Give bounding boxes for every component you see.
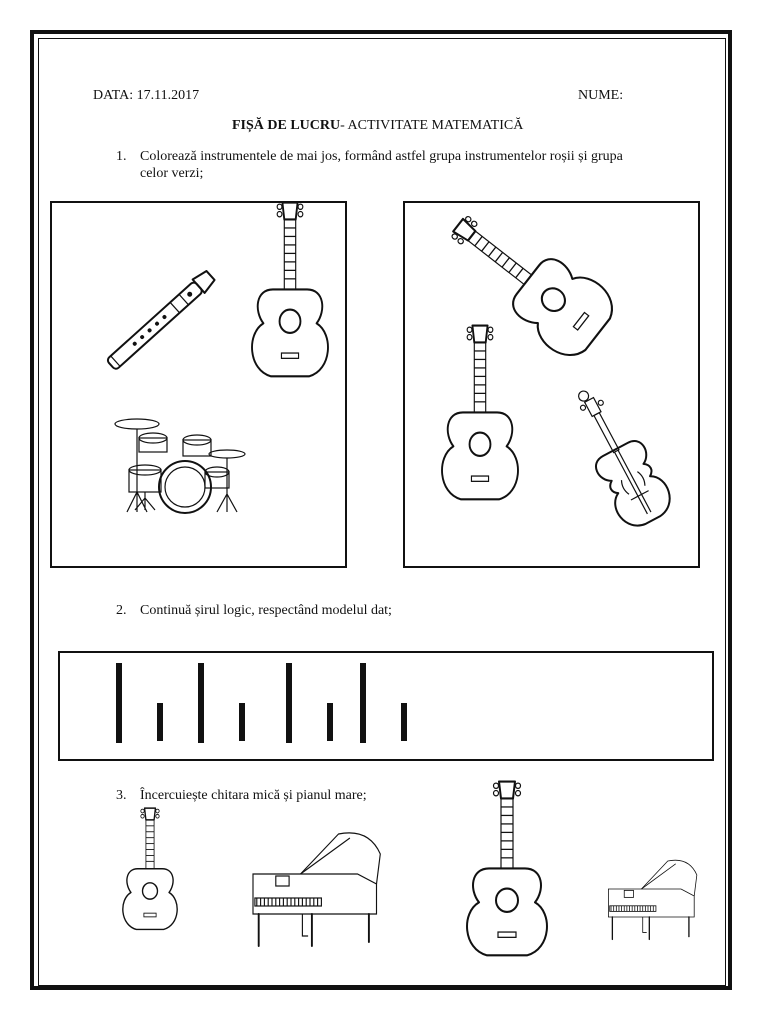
- sequence-long-bar: [116, 663, 122, 743]
- date-label: DATA: 17.11.2017: [93, 88, 200, 103]
- sequence-short-bar: [327, 703, 333, 741]
- task-1-number: 1.: [116, 149, 127, 164]
- violin-icon[interactable]: [565, 380, 680, 535]
- worksheet-title: [232, 117, 523, 135]
- sequence-long-bar: [360, 663, 366, 743]
- piano-small-icon[interactable]: [600, 852, 700, 944]
- sequence-short-bar: [157, 703, 163, 741]
- guitar-large-icon[interactable]: [460, 782, 554, 982]
- task-1-text-line1: Colorează instrumentele de mai jos, formând astfel grupa instrumentelor roșii și grupa: [140, 149, 623, 164]
- sequence-short-bar: [401, 703, 407, 741]
- task-2-number: 2.: [116, 603, 127, 618]
- sequence-long-bar: [286, 663, 292, 743]
- sequence-short-bar: [239, 703, 245, 741]
- guitar-icon[interactable]: [248, 205, 332, 405]
- guitar-small-icon[interactable]: [118, 808, 182, 948]
- worksheet-title-bold: FIȘĂ DE LUCRU: [232, 118, 341, 133]
- task-3-number: 3.: [116, 788, 127, 803]
- worksheet-title-rest: - ACTIVITATE MATEMATICĂ: [340, 118, 524, 133]
- task-1-text-line2: celor verzi;: [140, 166, 204, 181]
- sequence-long-bar: [198, 663, 204, 743]
- task-3-text: Încercuiește chitara mică și pianul mare;: [140, 788, 367, 803]
- piano-large-icon[interactable]: [244, 822, 384, 952]
- drum-kit-icon[interactable]: [105, 412, 250, 517]
- name-label: NUME:: [578, 88, 624, 103]
- guitar-icon[interactable]: [438, 328, 522, 528]
- task-2-text: Continuă șirul logic, respectând modelul dat;: [140, 603, 392, 618]
- flute-icon[interactable]: [90, 258, 230, 388]
